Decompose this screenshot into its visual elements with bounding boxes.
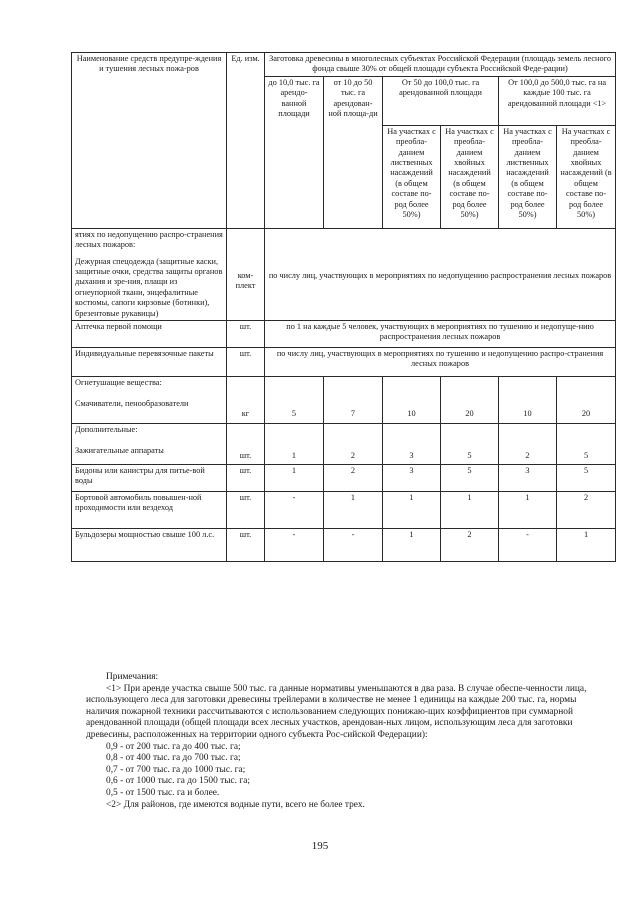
row-unit: шт.	[227, 424, 265, 465]
cell-value: 5	[441, 465, 499, 492]
cell-value: 1	[441, 492, 499, 529]
table-row	[72, 348, 616, 377]
cell-value: 1	[265, 465, 324, 492]
coefficient-line: 0,5 - от 1500 тыс. га и более.	[106, 787, 220, 798]
cell-value: 1	[499, 492, 557, 529]
header-unit: Ед. изм.	[227, 53, 265, 229]
cell-value: 5	[557, 465, 616, 492]
fire-equipment-norms-table	[71, 52, 616, 562]
cell-value: -	[265, 492, 324, 529]
row-unit: шт.	[227, 348, 265, 377]
footnote-1: <1> При аренде участка свыше 500 тыс. га данные нормативы уменьшаются в два раза. В случае обеспе-ченности лица, использующего леса для заготовки древесины трейлерами в количестве не менее 1 единицы на каждые 200 тыс. га, нормы наличия пожарной техники рассчитываются с использованием следующих понижаю-щих коэффициентов при суммарной арендованной площади (общей площади всех лесных участков, арендован-ных лицом, использующим леса для заготовки древесины, расположенных на территории одного субъекта Рос-сийской Федерации):	[86, 683, 587, 740]
notes-title: Примечания:	[106, 672, 159, 682]
cell-value: -	[324, 529, 383, 562]
table-row	[72, 424, 616, 465]
row-unit: шт.	[227, 465, 265, 492]
coefficient-line: 0,8 - от 400 тыс. га до 700 тыс. га;	[106, 753, 241, 764]
header-row-1	[72, 53, 616, 77]
row-name: Бортовой автомобиль повышен-ной проходимости или вездеход	[72, 492, 227, 529]
coefficient-line: 0,9 - от 200 тыс. га до 400 тыс. га;	[106, 741, 241, 752]
row-unit: шт.	[227, 492, 265, 529]
row-value: по числу лиц, участвующих в мероприятиях по тушению и недопущению распро-странения лесных пожаров	[265, 348, 616, 377]
row-unit: кг	[227, 377, 265, 424]
header-sub-1: до 10,0 тыс. га арендо-ванной площади	[265, 76, 324, 228]
header-subsub-1: На участках с преобла-данием лиственных насаждений (в общем составе по-род более 50%)	[383, 125, 441, 228]
page-number: 195	[311, 840, 329, 852]
cell-value: 2	[499, 424, 557, 465]
table-row	[72, 529, 616, 562]
coefficient-line: 0,6 - от 1000 тыс. га до 1500 тыс. га;	[106, 776, 250, 787]
cell-value: 1	[557, 529, 616, 562]
table-row	[72, 377, 616, 424]
header-subsub-3: На участках с преобла-данием лиственных насаждений (в общем составе по-род более 50%)	[499, 125, 557, 228]
header-name: Наименование средств предупре-ждения и тушения лесных пожа-ров	[72, 53, 227, 229]
row-name	[72, 424, 227, 465]
cell-value: 20	[441, 377, 499, 424]
cell-value: 20	[557, 377, 616, 424]
row-name	[72, 377, 227, 424]
row-value: по числу лиц, участвующих в мероприятиях по недопущению распространения лесных пожаров	[265, 228, 616, 320]
row-value: по 1 на каждые 5 человек, участвующих в мероприятиях по тушению и недопуще-нию распространения лесных пожаров	[265, 321, 616, 348]
cell-value: -	[499, 529, 557, 562]
row-name: Аптечка первой помощи	[72, 321, 227, 348]
cell-value: 3	[383, 424, 441, 465]
cell-value: 5	[265, 377, 324, 424]
wetting-agents-name: Смачиватели, пенообразователи	[75, 398, 189, 408]
row-unit: ком-плект	[227, 228, 265, 320]
header-sub-3: От 50 до 100,0 тыс. га арендованной площади	[383, 76, 499, 125]
row-name: Бидоны или канистры для питье-вой воды	[72, 465, 227, 492]
cell-value: 3	[383, 465, 441, 492]
footnotes	[86, 672, 606, 811]
row-unit: шт.	[227, 321, 265, 348]
cell-value: 1	[383, 492, 441, 529]
footnote-2: <2> Для районов, где имеются водные пути, всего не более трех.	[106, 799, 365, 810]
header-subsub-4: На участках с преобла-данием хвойных насаждений (в общем составе по-род более 50%)	[557, 125, 616, 228]
row-name	[72, 228, 227, 320]
cell-value: 1	[324, 492, 383, 529]
table-row	[72, 465, 616, 492]
row-name: Бульдозеры мощностью свыше 100 л.с.	[72, 529, 227, 562]
coefficient-line: 0,7 - от 700 тыс. га до 1000 тыс. га;	[106, 764, 246, 775]
table-row	[72, 321, 616, 348]
cell-value: 7	[324, 377, 383, 424]
cell-value: 3	[499, 465, 557, 492]
row-unit: шт.	[227, 529, 265, 562]
continued-text: ятиях по недопущению распро-странения лесных пожаров:	[75, 229, 223, 250]
cell-value: -	[265, 529, 324, 562]
cell-value: 10	[499, 377, 557, 424]
cell-value: 2	[441, 529, 499, 562]
cell-value: 2	[324, 465, 383, 492]
cell-value: 5	[441, 424, 499, 465]
cell-value: 10	[383, 377, 441, 424]
cell-value: 2	[324, 424, 383, 465]
cell-value: 2	[557, 492, 616, 529]
additional-heading: Дополнительные:	[75, 425, 138, 435]
table-row	[72, 492, 616, 529]
header-subsub-2: На участках с преобла-данием хвойных насаждений (в общем составе по-род более 50%)	[441, 125, 499, 228]
row-name: Индивидуальные перевязочные пакеты	[72, 348, 227, 377]
igniters-name: Зажигательные аппараты	[75, 445, 164, 455]
cell-value: 5	[557, 424, 616, 465]
fire-agents-heading: Огнетушащие вещества:	[75, 378, 162, 388]
table-row	[72, 228, 616, 320]
header-sub-4: От 100,0 до 500,0 тыс. га на каждые 100 тыс. га арендованной площади <1>	[499, 76, 616, 125]
cell-value: 1	[383, 529, 441, 562]
cell-value: 1	[265, 424, 324, 465]
header-group: Заготовка древесины в многолесных субъектах Российской Федерации (площадь земель лесного фонда свыше 30% от общей площади субъекта Российской Феде-рации)	[265, 53, 616, 77]
clothing-name: Дежурная спецодежда (защитные каски, защитные очки, средства защиты органов дыхания и зре-ния, плащи из огнеупорной ткани, энцефалитные костюмы, сапоги кирзовые (ботинки), брезентовые рукавицы)	[75, 256, 223, 318]
header-sub-2: от 10 до 50 тыс. га арендован-ной площа-ди	[324, 76, 383, 228]
